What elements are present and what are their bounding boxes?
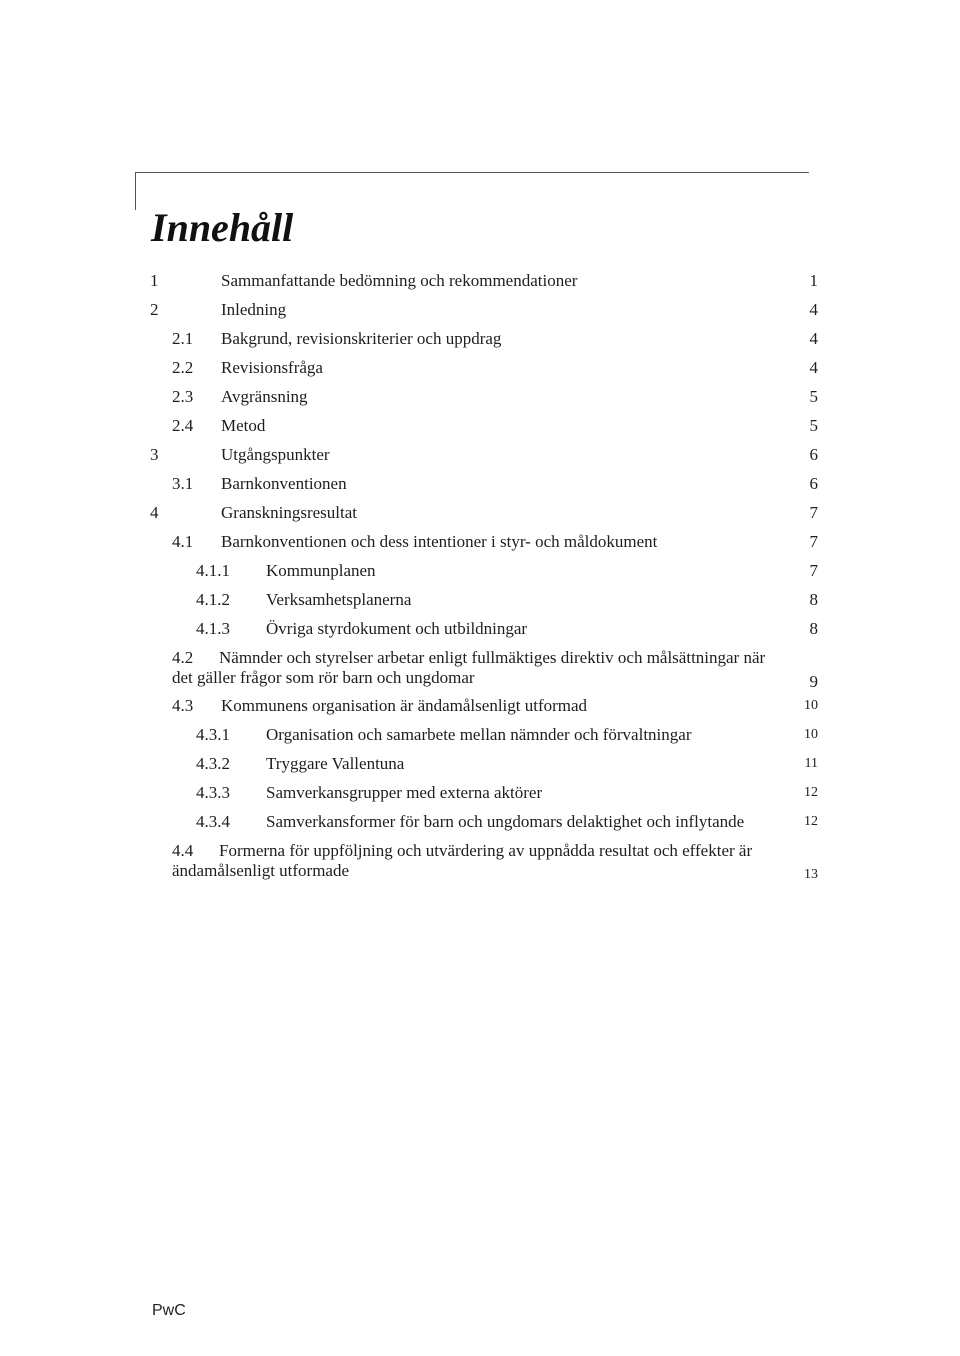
toc-number: 4.1.1 xyxy=(196,561,230,580)
toc-page: 7 xyxy=(809,561,818,580)
toc-title: Kommunens organisation är ändamålsenligt utformad xyxy=(221,696,588,715)
toc-page: 10 xyxy=(804,727,818,742)
toc-number: 4 xyxy=(150,503,159,522)
toc-title: Granskningsresultat xyxy=(221,503,357,522)
toc-title: Bakgrund, revisionskriterier och uppdrag xyxy=(221,329,502,348)
toc-number: 4.4 xyxy=(172,841,194,860)
toc-number: 4.1.3 xyxy=(196,619,230,638)
toc-title: Kommunplanen xyxy=(266,561,376,580)
toc-title: Tryggare Vallentuna xyxy=(266,754,405,773)
toc-title-continuation: det gäller frågor som rör barn och ungdomar xyxy=(172,668,475,687)
toc-title: Samverkansgrupper med externa aktörer xyxy=(266,783,543,802)
toc-title: Verksamhetsplanerna xyxy=(266,590,412,609)
toc-page: 6 xyxy=(809,445,818,464)
toc-number: 3.1 xyxy=(172,474,194,493)
header-rule-corner xyxy=(135,172,136,210)
toc-number: 2.2 xyxy=(172,358,194,377)
toc-page: 5 xyxy=(809,416,818,435)
toc-page: 13 xyxy=(804,867,818,882)
toc-number: 4.1 xyxy=(172,532,194,551)
toc-title: Barnkonventionen xyxy=(221,474,347,493)
toc-number: 2.1 xyxy=(172,329,194,348)
toc-title: Utgångspunkter xyxy=(221,445,330,464)
toc-title: Organisation och samarbete mellan nämnder och förvaltningar xyxy=(266,725,692,744)
toc-number: 4.3.3 xyxy=(196,783,230,802)
toc-page: 10 xyxy=(804,698,818,713)
toc-page: 12 xyxy=(804,785,818,800)
toc-title: Övriga styrdokument och utbildningar xyxy=(266,619,528,638)
toc-number: 4.3.4 xyxy=(196,812,230,831)
toc-title: Formerna för uppföljning och utvärdering av uppnådda resultat och effekter är xyxy=(219,841,753,860)
toc-page: 4 xyxy=(809,358,818,377)
toc-number: 4.2 xyxy=(172,648,194,667)
toc-page: 4 xyxy=(809,329,818,348)
toc-title: Nämnder och styrelser arbetar enligt fullmäktiges direktiv och målsättningar när xyxy=(219,648,766,667)
toc-page: 1 xyxy=(809,271,818,290)
toc-number: 2 xyxy=(150,300,159,319)
toc-page: 8 xyxy=(809,590,818,609)
toc-page: 5 xyxy=(809,387,818,406)
toc-page: 6 xyxy=(809,474,818,493)
toc-number: 2.3 xyxy=(172,387,194,406)
toc-heading: Innehåll xyxy=(151,205,294,250)
toc-title-continuation: ändamålsenligt utformade xyxy=(172,861,350,880)
header-rule xyxy=(135,172,809,173)
toc-page: 4 xyxy=(809,300,818,319)
toc-title: Sammanfattande bedömning och rekommendationer xyxy=(221,271,578,290)
toc-number: 4.3.2 xyxy=(196,754,230,773)
toc-title: Revisionsfråga xyxy=(221,358,323,377)
toc-number: 4.3.1 xyxy=(196,725,230,744)
toc-page: 9 xyxy=(809,672,818,691)
toc-title: Samverkansformer för barn och ungdomars delaktighet och inflytande xyxy=(266,812,745,831)
toc-number: 2.4 xyxy=(172,416,194,435)
toc-title: Inledning xyxy=(221,300,287,319)
footer-logo-text: PwC xyxy=(152,1302,186,1319)
toc-page: 11 xyxy=(804,756,818,771)
toc-title: Barnkonventionen och dess intentioner i styr- och måldokument xyxy=(221,532,658,551)
toc-title: Avgränsning xyxy=(221,387,308,406)
toc-page: 7 xyxy=(809,503,818,522)
toc-number: 4.1.2 xyxy=(196,590,230,609)
toc-number: 3 xyxy=(150,445,159,464)
toc-page: 8 xyxy=(809,619,818,638)
toc-number: 1 xyxy=(150,271,159,290)
toc-title: Metod xyxy=(221,416,266,435)
toc-page: 7 xyxy=(809,532,818,551)
toc-number: 4.3 xyxy=(172,696,194,715)
toc-page: 12 xyxy=(804,814,818,829)
